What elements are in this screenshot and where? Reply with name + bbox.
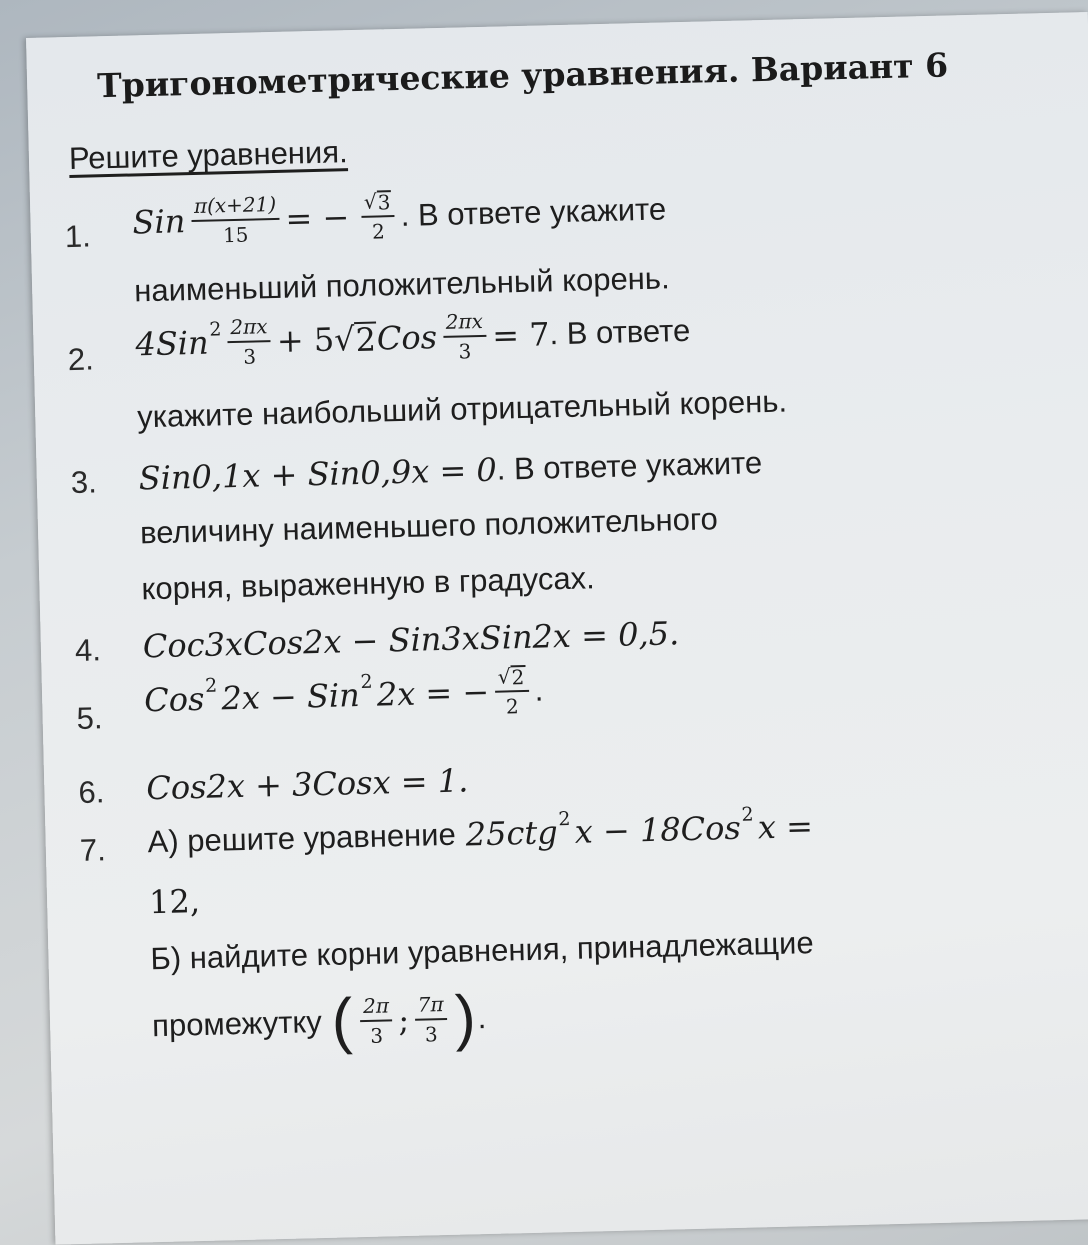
problem-5-rhs-fraction [495,664,530,719]
problem-6-line [146,761,469,807]
problem-7-part-b-end: . [477,1000,487,1036]
problem-4-line [142,614,679,665]
problem-2-line-1 [135,304,691,372]
interval-close-paren: ) [454,983,477,1053]
problem-2-tail: . В ответе [549,312,691,352]
problem-1-line-2: наименьший положительный корень. [133,260,670,309]
problem-7-part-b-label: промежутку [151,1004,323,1044]
problem-1-rhs-fraction [361,189,396,244]
problem-4-number: 4. [74,632,102,668]
problem-7-part-a-power-1: 2 [558,807,571,831]
problem-2-fraction-2 [442,309,486,364]
instructions-heading: Решите уравнения. [68,134,349,176]
problem-2-fraction-2-numerator: 2πx [442,309,486,338]
problem-7-part-a-line-2 [149,882,201,921]
problem-2-sqrt: √ 2 [333,320,377,360]
problem-2-cos: Cos [376,318,438,358]
problem-5-rhs-radicand: 2 [511,665,525,690]
problem-5-line [144,664,544,728]
problem-1-equals: = − [285,198,350,238]
problem-1-fraction-denominator: 15 [222,222,249,248]
problem-3-line-2: величину наименьшего положительного [139,501,719,551]
problem-1-rhs-numerator: √ 3 [361,189,395,218]
problem-7-part-a-term-2: x − 18Cos [574,808,742,851]
problem-3-expression: Sin0,1x + Sin0,9x = 0 [138,450,498,498]
problem-3-line-1 [138,444,762,497]
problem-5-equals: 2x = − [376,672,490,714]
interval-upper-fraction [414,992,447,1047]
problem-6-number: 6. [78,774,105,810]
problem-7-part-a-rhs: 12, [148,882,201,922]
problem-2-fraction-1 [227,314,271,369]
worksheet-paper [26,12,1088,1245]
problem-5-end: . [534,672,544,708]
problem-5-number: 5. [76,700,103,736]
interval-upper-denominator: 3 [424,1022,439,1047]
problem-1-function: Sin [132,202,186,242]
problem-2-radicand: 2 [355,320,377,360]
problem-6-expression: Cos2x + 3Cosx = 1. [145,761,469,808]
problem-2-fraction-1-numerator: 2πx [227,314,271,343]
problem-1-fraction [191,192,281,248]
problem-1-line-1 [132,182,667,249]
problem-5-rhs-numerator: √ 2 [495,664,529,693]
problem-7-part-a-term-3: x = [757,807,814,847]
problem-2-number: 2. [67,341,95,378]
problem-7-part-b-line-1: Б) найдите корни уравнения, принадлежащие [150,925,814,977]
problem-2-coef: 4Sin [135,323,210,364]
problem-2-plus-5: + 5 [276,320,335,360]
problem-5-cos: Cos [143,679,205,720]
problem-3-line-3: корня, выраженную в градусах. [141,560,596,607]
problem-5-middle: 2x − Sin [220,676,361,718]
problem-5-power-2: 2 [360,670,373,694]
problem-2-line-2: укажите наибольший отрицательный корень. [136,383,788,435]
problem-2-fraction-1-denominator: 3 [242,344,257,369]
problem-7-part-b-line-2 [151,983,487,1057]
problem-7-part-a-term-1: 25ctg [465,813,559,854]
problem-7-part-a-power-2: 2 [741,803,754,826]
interval-lower-denominator: 3 [370,1023,384,1048]
problem-1-fraction-numerator: π(x+21) [191,192,280,222]
interval-separator: ; [397,1000,410,1040]
problem-2-fraction-2-denominator: 3 [458,339,472,364]
problem-7-number: 7. [79,832,107,868]
interval-upper-numerator: 7π [414,992,447,1021]
problem-7-part-a-label: А) решите уравнение [147,816,457,860]
problem-2-power: 2 [209,318,222,341]
problem-7-part-a-line-1 [147,803,814,861]
interval-open-paren: ( [330,986,354,1056]
problem-5-power-1: 2 [204,674,218,697]
problem-1-tail: . В ответе укажите [400,191,667,233]
page-title: Тригонометрические уравнения. Вариант 6 [96,45,949,106]
problem-1-rhs-radicand: 3 [377,190,391,215]
problem-1-rhs-denominator: 2 [371,219,386,244]
problem-5-rhs-denominator: 2 [505,694,519,719]
interval-lower-numerator: 2π [360,993,393,1022]
problem-4-expression: Coc3xCos2x − Sin3xSin2x = 0,5. [142,614,680,666]
problem-1-number: 1. [64,218,92,255]
problem-3-tail: . В ответе укажите [496,445,763,487]
problem-2-rhs: = 7 [491,315,551,355]
problem-3-number: 3. [70,464,98,501]
interval-lower-fraction [360,993,393,1048]
worksheet-content [26,12,1088,1245]
